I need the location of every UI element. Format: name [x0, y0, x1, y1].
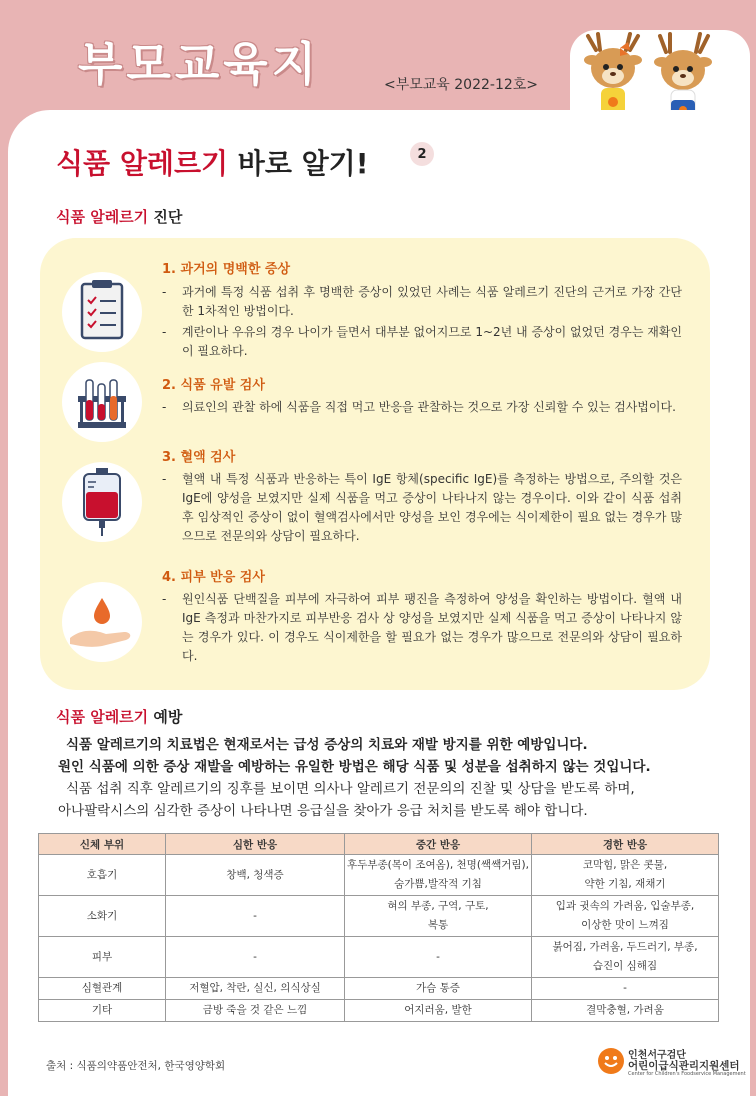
table-row: [39, 937, 719, 978]
prevention-text: [42, 734, 702, 822]
table-cell: 피부: [39, 937, 166, 978]
table-cell: -: [532, 978, 719, 1000]
table-header: 중간 반응: [345, 834, 532, 855]
diagnosis-bullets-4: - 원인식품 단백질을 피부에 자극하여 피부 팽진을 측정하여 양성을 확인하는 방법이다. 혈액 내 IgE 측정과 마찬가지로 피부반응 검사 상 양성을 보였지만 실제 식품을 먹고 증상이 나타나지 않는 경우가 있다. 이 경우도 식이제한을 할 필요가 없는 경우가 많으므로 전문의와 상담이 필요하다.: [162, 590, 682, 668]
main-title-highlight: 식품 알레르기: [56, 147, 229, 180]
clipboard-checklist-icon: [62, 272, 142, 352]
table-header: 심한 반응: [166, 834, 345, 855]
table-cell: 코막힘, 맑은 콧물, 약한 기침, 재채기: [532, 855, 719, 896]
bullet-text: 원인식품 단백질을 피부에 자극하여 피부 팽진을 측정하여 양성을 확인하는 방법이다. 혈액 내 IgE 측정과 마찬가지로 피부반응 검사 상 양성을 보였지만 실제 식품을 먹고 증상이 나타나지 않는 경우가 있다. 이 경우도 식이제한을 할 필요가 없는 경우가 많으므로 전문의와 상담이 필요하다.: [182, 592, 682, 663]
table-row: [39, 978, 719, 1000]
diagnosis-bullets-3: - 혈액 내 특정 식품과 반응하는 특이 IgE 항체(specific IgE)를 측정하는 방법으로, 주의할 것은 IgE에 양성을 보였지만 실제 식품을 먹고 증상이 나타나지 않는 경우이다. 이와 같이 식품 섭취 후 임상적인 증상이 없이 혈액검사에서만 양성을 보인 경우에는 식이제한이 필요 없는 경우가 많으므로 전문의와 상담이 필요하다.: [162, 470, 682, 548]
table-cell: 붉어짐, 가려움, 두드러기, 부종, 습진이 심해짐: [532, 937, 719, 978]
diagnosis-bullets-1: - 과거에 특정 식품 섭취 후 명백한 증상이 있었던 사례는 식품 알레르기 진단의 근거로 가장 간단한 1차적인 방법이다. - 계란이나 우유의 경우 나이가 들면서 대부분 없어지므로 1~2년 내 증상이 없었던 경우는 재확인이 필요하다.: [162, 283, 682, 363]
diagnosis-title-rest: 진단: [148, 208, 183, 226]
bullet-text: 혈액 내 특정 식품과 반응하는 특이 IgE 항체(specific IgE)를 측정하는 방법으로, 주의할 것은 IgE에 양성을 보였지만 실제 식품을 먹고 증상이 나타나지 않는 경우이다. 이와 같이 식품 섭취 후 임상적인 증상이 없이 혈액검사에서만 양성을 보인 경우에는 식이제한이 필요 없는 경우가 많으므로 전문의와 상담이 필요하다.: [182, 472, 682, 543]
table-cell: -: [345, 937, 532, 978]
org-name-line2: 어린이급식관리지원센터: [628, 1060, 740, 1072]
table-cell: -: [166, 937, 345, 978]
prevention-title-rest: 예방: [148, 708, 183, 726]
newsletter-title: 부모교육지: [78, 37, 321, 91]
symptom-table: [38, 833, 719, 1022]
table-cell: 혀의 부종, 구역, 구토, 복통: [345, 896, 532, 937]
issue-number: <부모교육 2022-12호>: [384, 77, 539, 93]
diagnosis-heading-1: 1. 과거의 명백한 증상: [162, 262, 291, 277]
prevention-line-4: 아나팔락시스의 심각한 증상이 나타나면 응급실을 찾아가 응급 처치를 받도록 해야 합니다.: [58, 803, 588, 819]
test-tubes-icon: [62, 362, 142, 442]
org-name-line1: 인천서구검단: [628, 1050, 686, 1061]
bullet-text: 과거에 특정 식품 섭취 후 명백한 증상이 있었던 사례는 식품 알레르기 진단의 근거로 가장 간단한 1차적인 방법이다.: [182, 285, 682, 318]
source-citation: 출처 : 식품의약품안전처, 한국영양학회: [46, 1060, 226, 1072]
table-cell: 가슴 통증: [345, 978, 532, 1000]
table-cell: 입과 귓속의 가려움, 입술부종, 이상한 맛이 느껴짐: [532, 896, 719, 937]
table-cell: 결막충혈, 가려움: [532, 1000, 719, 1022]
part-number-badge: 2: [410, 142, 434, 166]
hand-drop-icon: [62, 582, 142, 662]
prevention-title-highlight: 식품 알레르기: [56, 708, 149, 726]
org-smile-logo-icon: [598, 1048, 624, 1074]
diagnosis-bullets-2: - 의료인의 관찰 하에 식품을 직접 먹고 반응을 관찰하는 것으로 가장 신뢰할 수 있는 검사법이다.: [162, 398, 682, 419]
prevention-line-2: 원인 식품에 의한 증상 재발을 예방하는 유일한 방법은 해당 식품 및 성분을 섭취하지 않는 것입니다.: [58, 759, 651, 775]
table-header: 신체 부위: [39, 834, 166, 855]
table-header: 경한 반응: [532, 834, 719, 855]
bullet-text: 의료인의 관찰 하에 식품을 직접 먹고 반응을 관찰하는 것으로 가장 신뢰할 수 있는 검사법이다.: [182, 400, 676, 414]
prevention-line-1: 식품 알레르기의 치료법은 현재로서는 급성 증상의 치료와 재발 방지를 위한 예방입니다.: [66, 737, 588, 753]
main-title-rest: 바로 알기!: [228, 147, 369, 180]
table-cell: 호흡기: [39, 855, 166, 896]
diagnosis-heading-2: 2. 식품 유발 검사: [162, 378, 265, 393]
main-title: [56, 142, 369, 182]
org-logo-block: [598, 1046, 746, 1080]
blood-bag-icon: [62, 462, 142, 542]
table-header-row: [39, 834, 719, 855]
table-cell: 심혈관계: [39, 978, 166, 1000]
prevention-line-3: 식품 섭취 직후 알레르기의 징후를 보이면 의사나 알레르기 전문의의 진찰 및 상담을 받도록 하며,: [66, 781, 635, 797]
diagnosis-title-highlight: 식품 알레르기: [56, 208, 149, 226]
diagnosis-section-title: [56, 206, 182, 227]
table-cell: 창백, 청색증: [166, 855, 345, 896]
table-cell: -: [166, 896, 345, 937]
table-row: [39, 1000, 719, 1022]
table-cell: 기타: [39, 1000, 166, 1022]
diagnosis-heading-3: 3. 혈액 검사: [162, 450, 236, 465]
prevention-section-title: [56, 706, 182, 727]
diagnosis-heading-4: 4. 피부 반응 검사: [162, 570, 265, 585]
table-row: [39, 855, 719, 896]
bullet-text: 계란이나 우유의 경우 나이가 들면서 대부분 없어지므로 1~2년 내 증상이 없었던 경우는 재확인이 필요하다.: [182, 325, 683, 358]
table-row: [39, 896, 719, 937]
table-cell: 소화기: [39, 896, 166, 937]
table-cell: 어지러움, 발한: [345, 1000, 532, 1022]
table-cell: 금방 죽을 것 같은 느낌: [166, 1000, 345, 1022]
table-cell: 후두부종(목이 조여옴), 천명(쌕쌕거림), 숨가쁨,발작적 기침: [345, 855, 532, 896]
table-cell: 저혈압, 착란, 실신, 의식상실: [166, 978, 345, 1000]
org-name-english: Center for Children's Foodservice Management: [628, 1071, 746, 1077]
